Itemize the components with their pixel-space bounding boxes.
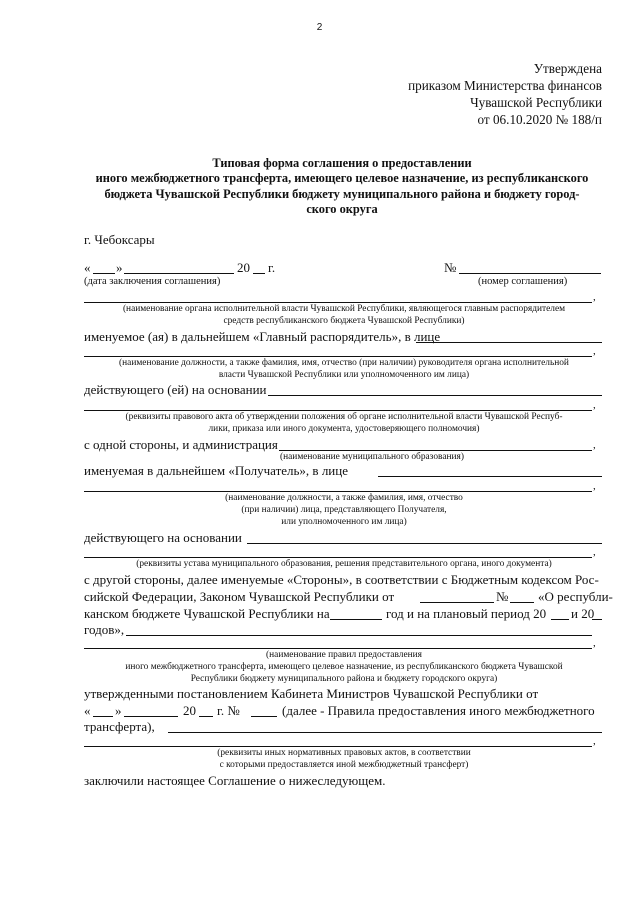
title-line-1: Типовая форма соглашения о предоставлении — [212, 156, 472, 170]
comma: , — [593, 345, 596, 357]
caption-recipient-2: (при наличии) лица, представляющего Получателя, — [241, 505, 447, 515]
approved-line-2e: (далее - Правила предоставления иного межбюджетного — [282, 703, 595, 718]
approval-stamp — [380, 60, 602, 128]
paragraph-line-3c: и 20 — [571, 606, 595, 621]
number-sign: № — [444, 260, 457, 275]
approved-open-quote: « — [84, 703, 91, 718]
law-date-field[interactable] — [420, 602, 494, 603]
years-continuation-field[interactable] — [126, 635, 592, 636]
date-day-field[interactable] — [93, 273, 115, 274]
approval-line-1: Утверждена — [533, 61, 602, 76]
acting-basis-2-field[interactable] — [247, 543, 602, 544]
act-details-field[interactable] — [84, 410, 592, 411]
caption-rules-2: иного межбюджетного трансферта, имеющего целевое назначение, из республиканского бюджета Чувашской — [125, 662, 563, 672]
concluded-text: заключили настоящее Соглашение о нижеследующем. — [84, 773, 386, 788]
date-close-quote: » — [116, 260, 123, 275]
date-year-suffix: г. — [268, 260, 276, 275]
one-side-text: с одной стороны, и администрация — [84, 437, 278, 452]
caption-head-1: (наименование должности, а также фамилия, имя, отчество (при наличии) руководителя органа исполнительной — [119, 358, 569, 368]
approval-line-2: приказом Министерства финансов — [408, 78, 602, 93]
named-recipient-text: именуемая в дальнейшем «Получатель», в лице — [84, 463, 348, 478]
date-open-quote: « — [84, 260, 91, 275]
caption-act-1: (реквизиты правового акта об утверждении положения об органе исполнительной власти Чувашской Респуб- — [125, 412, 563, 422]
comma: , — [593, 439, 596, 451]
approved-line-1: утвержденными постановлением Кабинета Министров Чувашской Республики от — [84, 686, 539, 701]
page-number: 2 — [316, 22, 323, 33]
paragraph-line-2b: № — [496, 589, 509, 604]
approved-line-3: трансферта), — [84, 719, 155, 734]
paragraph-line-4: годов», — [84, 622, 125, 637]
rules-name-field[interactable] — [84, 648, 592, 649]
caption-recipient-1: (наименование должности, а также фамилия, имя, отчество — [225, 493, 463, 503]
caption-rules-3: Республики бюджету муниципального района и бюджету городского округа) — [190, 674, 498, 684]
resolution-number-field[interactable] — [251, 716, 277, 717]
acting-basis-2-text: действующего на основании — [84, 530, 242, 545]
comma: , — [593, 735, 596, 747]
acting-basis-text: действующего (ей) на основании — [84, 382, 267, 397]
approval-line-3: Чувашской Республики — [470, 95, 602, 110]
date-caption: (дата заключения соглашения) — [84, 276, 221, 287]
approved-number-sign: г. № — [217, 703, 240, 718]
law-number-field[interactable] — [510, 602, 534, 603]
caption-municipality: (наименование муниципального образования) — [280, 452, 464, 462]
resolution-day-field[interactable] — [93, 716, 113, 717]
paragraph-line-1: с другой стороны, далее именуемые «Стороны», в соответствии с Бюджетным кодексом Рос- — [84, 572, 599, 587]
caption-recipient-3: или уполномоченного им лица) — [281, 517, 407, 527]
represented-by-field[interactable] — [416, 342, 602, 343]
named-as-text: именуемое (ая) в дальнейшем «Главный распорядитель», в лице — [84, 329, 441, 344]
date-year-prefix: 20 — [237, 260, 250, 275]
resolution-year-field[interactable] — [199, 716, 213, 717]
recipient-represented-field[interactable] — [378, 476, 602, 477]
paragraph-line-3a: канском бюджете Чувашской Республики на — [84, 606, 330, 621]
recipient-head-field[interactable] — [84, 491, 592, 492]
budget-year-field[interactable] — [330, 619, 382, 620]
document-title — [82, 156, 602, 218]
planning-year-2-field[interactable] — [592, 619, 602, 620]
number-caption: (номер соглашения) — [478, 276, 568, 287]
comma: , — [593, 480, 596, 492]
comma: , — [593, 399, 596, 411]
caption-other-1: (реквизиты иных нормативных правовых актов, в соответствии — [217, 748, 471, 758]
caption-organ-2: средств республиканского бюджета Чувашской Республики) — [223, 316, 465, 326]
date-month-field[interactable] — [124, 273, 234, 274]
title-line-4: ского округа — [306, 202, 378, 217]
caption-head-2: власти Чувашской Республики или уполномоченного им лица) — [218, 370, 470, 380]
paragraph-line-2c: «О республи- — [538, 589, 613, 604]
administration-field[interactable] — [279, 450, 592, 451]
comma: , — [593, 291, 596, 303]
acting-basis-field[interactable] — [268, 395, 602, 396]
date-year-field[interactable] — [253, 273, 265, 274]
resolution-month-field[interactable] — [124, 716, 178, 717]
comma: , — [593, 546, 596, 558]
approval-line-4: от 06.10.2020 № 188/п — [477, 112, 602, 127]
caption-act-2: лики, приказа или иного документа, удостоверяющего полномочия) — [208, 424, 480, 434]
head-name-field[interactable] — [84, 356, 592, 357]
caption-charter: (реквизиты устава муниципального образования, решения представительного органа, иного документа) — [136, 559, 552, 569]
agreement-number-field[interactable] — [459, 273, 601, 274]
organ-name-field[interactable] — [84, 302, 592, 303]
comma: , — [593, 637, 596, 649]
title-line-2: иного межбюджетного трансферта, имеющего целевое назначение, из республиканского — [95, 171, 589, 186]
charter-field[interactable] — [84, 557, 592, 558]
other-acts-field[interactable] — [84, 746, 592, 747]
caption-organ-1: (наименование органа исполнительной власти Чувашской Республики, являющегося главным распорядителем — [122, 304, 566, 314]
title-line-3: бюджета Чувашской Республики бюджету муниципального района и бюджету город- — [104, 186, 580, 201]
paragraph-line-3b: год и на плановый период 20 — [386, 606, 547, 621]
caption-other-2: с которыми предоставляется иной межбюджетный трансферт) — [219, 760, 469, 770]
planning-year-1-field[interactable] — [551, 619, 569, 620]
approved-close-quote: » — [115, 703, 122, 718]
approved-year-prefix: 20 — [183, 703, 196, 718]
transfer-continuation-field[interactable] — [168, 732, 602, 733]
caption-rules-1: (наименование правил предоставления — [266, 650, 422, 660]
city: г. Чебоксары — [84, 232, 155, 247]
paragraph-line-2a: сийской Федерации, Законом Чувашской Республики от — [84, 589, 395, 604]
